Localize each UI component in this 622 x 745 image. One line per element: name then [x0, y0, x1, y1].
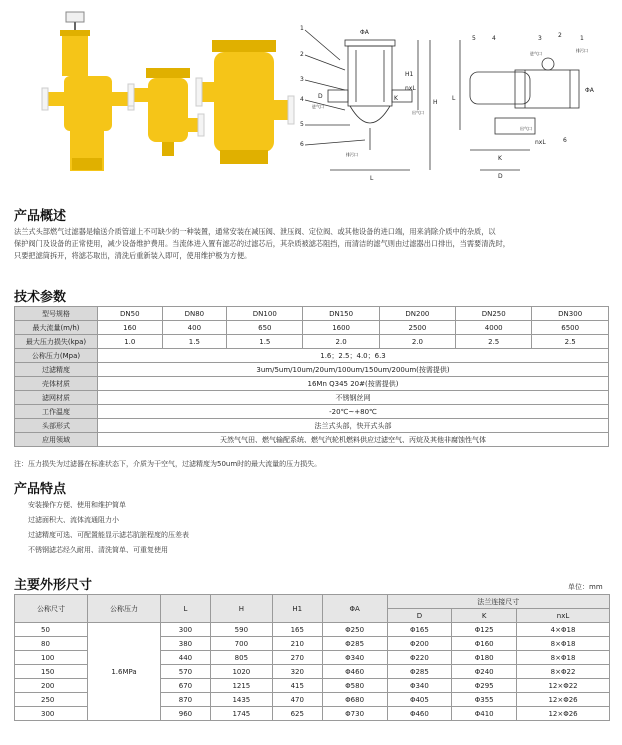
table-cell: 590	[210, 623, 272, 637]
column-header: D	[387, 609, 452, 623]
table-cell: 8×Φ18	[517, 651, 610, 665]
table-cell: DN100	[227, 307, 303, 321]
feature-item: 过滤面积大、流体流通阻力小	[28, 516, 119, 524]
drawing-callout: 3	[300, 76, 304, 83]
table-cell: 8×Φ22	[517, 665, 610, 679]
table-cell: 650	[227, 321, 303, 335]
table-row	[15, 623, 610, 637]
drawing-callout: 5	[472, 35, 476, 42]
drawing-dim: 出气口	[412, 110, 424, 115]
drawing-dim: ΦA	[585, 87, 594, 94]
table-row	[15, 363, 609, 377]
drawing-dim: D	[498, 173, 503, 180]
table-cell: DN50	[98, 307, 163, 321]
table-cell: 440	[161, 651, 211, 665]
row-label: 最大流量(m/h)	[15, 321, 98, 335]
table-cell: Φ355	[452, 693, 517, 707]
table-cell: 1435	[210, 693, 272, 707]
table-cell: 2.5	[456, 335, 532, 349]
table-cell: 870	[161, 693, 211, 707]
table-row	[15, 405, 609, 419]
table-cell: Φ340	[387, 679, 452, 693]
product-hero	[0, 0, 622, 195]
pressure-cell: 1.6MPa	[88, 623, 161, 721]
drawing-dim: 排污口	[576, 48, 588, 53]
column-header: H	[210, 595, 272, 623]
technical-drawing-front	[305, 30, 430, 170]
table-cell: 1020	[210, 665, 272, 679]
table-cell: Φ405	[387, 693, 452, 707]
table-cell: 1.0	[98, 335, 163, 349]
table-cell: Φ580	[322, 679, 387, 693]
table-cell: 100	[15, 651, 88, 665]
row-label: 公称压力(Mpa)	[15, 349, 98, 363]
table-cell: Φ285	[322, 637, 387, 651]
table-cell: 805	[210, 651, 272, 665]
table-cell: 16Mn Q345 20#(按需提供)	[98, 377, 609, 391]
drawing-callout: 3	[538, 35, 542, 42]
tall-filter-photo	[42, 12, 134, 171]
drawing-dim: H1	[405, 71, 414, 78]
table-cell: 1600	[303, 321, 379, 335]
table-cell: DN150	[303, 307, 379, 321]
table-cell: Φ240	[452, 665, 517, 679]
overview-line: 保护阀门及设备的正常使用，减少设备维护费用。当流体进入置有滤芯的过滤芯后，其杂质被滤芯阻挡，而清洁的滤气则由过滤器出口排出，当需要清洗时，	[14, 239, 510, 248]
table-cell: 80	[15, 637, 88, 651]
drawing-callout: 2	[558, 32, 562, 39]
table-row	[15, 335, 609, 349]
table-cell: 670	[161, 679, 211, 693]
table-cell: 160	[98, 321, 163, 335]
table-cell: DN80	[162, 307, 227, 321]
table-cell: DN300	[532, 307, 609, 321]
drawing-dim: 出气口	[520, 126, 532, 131]
table-cell: Φ180	[452, 651, 517, 665]
features-title: 产品特点	[14, 482, 67, 497]
feature-item: 过滤精度可选、可配置能显示滤芯肮脏程度的压差表	[28, 531, 189, 539]
row-label: 工作温度	[15, 405, 98, 419]
table-cell: 4000	[456, 321, 532, 335]
table-cell: 250	[15, 693, 88, 707]
column-header: 公称压力	[88, 595, 161, 623]
table-cell: DN200	[379, 307, 455, 321]
table-cell: 2.0	[303, 335, 379, 349]
table-cell: 165	[272, 623, 322, 637]
row-label: 过滤精度	[15, 363, 98, 377]
table-cell: Φ680	[322, 693, 387, 707]
table-cell: 12×Φ26	[517, 693, 610, 707]
table-cell: 4×Φ18	[517, 623, 610, 637]
table-row	[15, 433, 609, 447]
drawing-callout: 4	[300, 96, 304, 103]
drawing-dim: K	[394, 95, 398, 102]
drawing-dim: nxL	[405, 85, 416, 92]
drawing-dim: ΦA	[360, 29, 369, 36]
column-header: ΦA	[322, 595, 387, 623]
table-cell: Φ125	[452, 623, 517, 637]
unit-label: 单位：mm	[568, 583, 603, 591]
table-row	[15, 391, 609, 405]
large-filter-photo	[196, 40, 294, 164]
table-cell: 1215	[210, 679, 272, 693]
table-cell: 380	[161, 637, 211, 651]
specs-table	[14, 306, 609, 447]
drawing-callout: 1	[300, 25, 304, 32]
table-row	[15, 307, 609, 321]
table-cell: 2.0	[379, 335, 455, 349]
table-cell: 1745	[210, 707, 272, 721]
row-label: 壳体材质	[15, 377, 98, 391]
table-cell: Φ160	[452, 637, 517, 651]
table-cell: 1.6；2.5；4.0；6.3	[98, 349, 609, 363]
table-cell: 300	[15, 707, 88, 721]
drawing-dim: L	[452, 95, 456, 102]
table-cell: 960	[161, 707, 211, 721]
overview-title: 产品概述	[14, 209, 67, 224]
table-cell: 300	[161, 623, 211, 637]
table-row	[15, 377, 609, 391]
drawing-dim: D	[318, 93, 323, 100]
specs-title: 技术参数	[14, 290, 67, 305]
drawing-callout: 6	[563, 137, 567, 144]
table-cell: 2.5	[532, 335, 609, 349]
table-cell: Φ460	[322, 665, 387, 679]
small-filter-photo	[128, 68, 204, 156]
column-header: 法兰连接尺寸	[387, 595, 610, 609]
table-cell: Φ295	[452, 679, 517, 693]
table-cell: 12×Φ22	[517, 679, 610, 693]
table-cell: 570	[161, 665, 211, 679]
column-header: L	[161, 595, 211, 623]
drawing-callout: 4	[492, 35, 496, 42]
feature-item: 安装操作方便、使用和维护简单	[28, 501, 126, 509]
table-cell: 3um/5um/10um/20um/100um/150um/200um(按需提供)	[98, 363, 609, 377]
row-label: 型号规格	[15, 307, 98, 321]
table-cell: Φ165	[387, 623, 452, 637]
row-label: 滤网材质	[15, 391, 98, 405]
table-cell: Φ250	[322, 623, 387, 637]
drawing-dim: 进气口	[312, 104, 324, 109]
column-header: H1	[272, 595, 322, 623]
table-cell: Φ220	[387, 651, 452, 665]
table-cell: 700	[210, 637, 272, 651]
table-cell: 法兰式头部，快开式头部	[98, 419, 609, 433]
drawing-dim: nxL	[535, 139, 546, 146]
drawing-dim: 排污口	[346, 152, 358, 157]
specs-note: 注：压力损失为过滤器在标准状态下，介质为干空气，过滤精度为50um时的最大流量的压力损失。	[14, 460, 322, 468]
column-header: nxL	[517, 609, 610, 623]
dimensions-body	[15, 623, 610, 721]
table-cell: Φ730	[322, 707, 387, 721]
row-label: 应用领域	[15, 433, 98, 447]
technical-drawing-side	[460, 40, 579, 170]
table-cell: 50	[15, 623, 88, 637]
table-cell: Φ285	[387, 665, 452, 679]
table-cell: 200	[15, 679, 88, 693]
drawing-dim: 进气口	[530, 51, 542, 56]
drawing-callout: 2	[300, 51, 304, 58]
table-cell: 210	[272, 637, 322, 651]
table-row	[15, 349, 609, 363]
table-cell: Φ200	[387, 637, 452, 651]
row-label: 头部形式	[15, 419, 98, 433]
table-cell: 470	[272, 693, 322, 707]
table-cell: 150	[15, 665, 88, 679]
table-cell: 320	[272, 665, 322, 679]
table-cell: 400	[162, 321, 227, 335]
column-header: K	[452, 609, 517, 623]
table-cell: 1.5	[162, 335, 227, 349]
overview-line: 法兰式头部燃气过滤器是输送介质管道上不可缺少的一种装置，通常安装在减压阀、泄压阀、定位阀、或其他设备的进口端，用来消除介质中的杂质，以	[14, 227, 496, 236]
feature-item: 不锈钢滤芯经久耐用、清洗简单、可重复使用	[28, 546, 168, 554]
table-header-row	[15, 595, 610, 609]
dimensions-table	[14, 594, 610, 721]
table-cell: 625	[272, 707, 322, 721]
dimensions-title: 主要外形尺寸	[14, 578, 93, 593]
drawing-dim: L	[370, 175, 374, 182]
table-cell: 2500	[379, 321, 455, 335]
table-cell: 12×Φ26	[517, 707, 610, 721]
table-cell: Φ410	[452, 707, 517, 721]
overview-line: 只要把滤筒拆开，将滤芯取出，清洗后重新装入即可，使用维护极为方便。	[14, 251, 252, 260]
table-cell: 6500	[532, 321, 609, 335]
table-cell: -20℃~+80℃	[98, 405, 609, 419]
column-header: 公称尺寸	[15, 595, 88, 623]
row-label: 最大压力损失(kpa)	[15, 335, 98, 349]
drawing-callout: 5	[300, 121, 304, 128]
table-cell: Φ340	[322, 651, 387, 665]
table-cell: 天然气气田、燃气输配系统、燃气汽轮机燃料供应过滤空气、丙烷及其他非腐蚀性气体	[98, 433, 609, 447]
drawing-dim: H	[433, 99, 438, 106]
table-row	[15, 419, 609, 433]
table-row	[15, 321, 609, 335]
table-cell: 1.5	[227, 335, 303, 349]
table-cell: Φ460	[387, 707, 452, 721]
table-cell: 270	[272, 651, 322, 665]
drawing-callout: 6	[300, 141, 304, 148]
drawing-dim: K	[498, 155, 502, 162]
table-cell: 415	[272, 679, 322, 693]
table-cell: DN250	[456, 307, 532, 321]
table-cell: 不锈钢丝网	[98, 391, 609, 405]
table-cell: 8×Φ18	[517, 637, 610, 651]
drawing-callout: 1	[580, 35, 584, 42]
overview-text	[14, 226, 609, 262]
